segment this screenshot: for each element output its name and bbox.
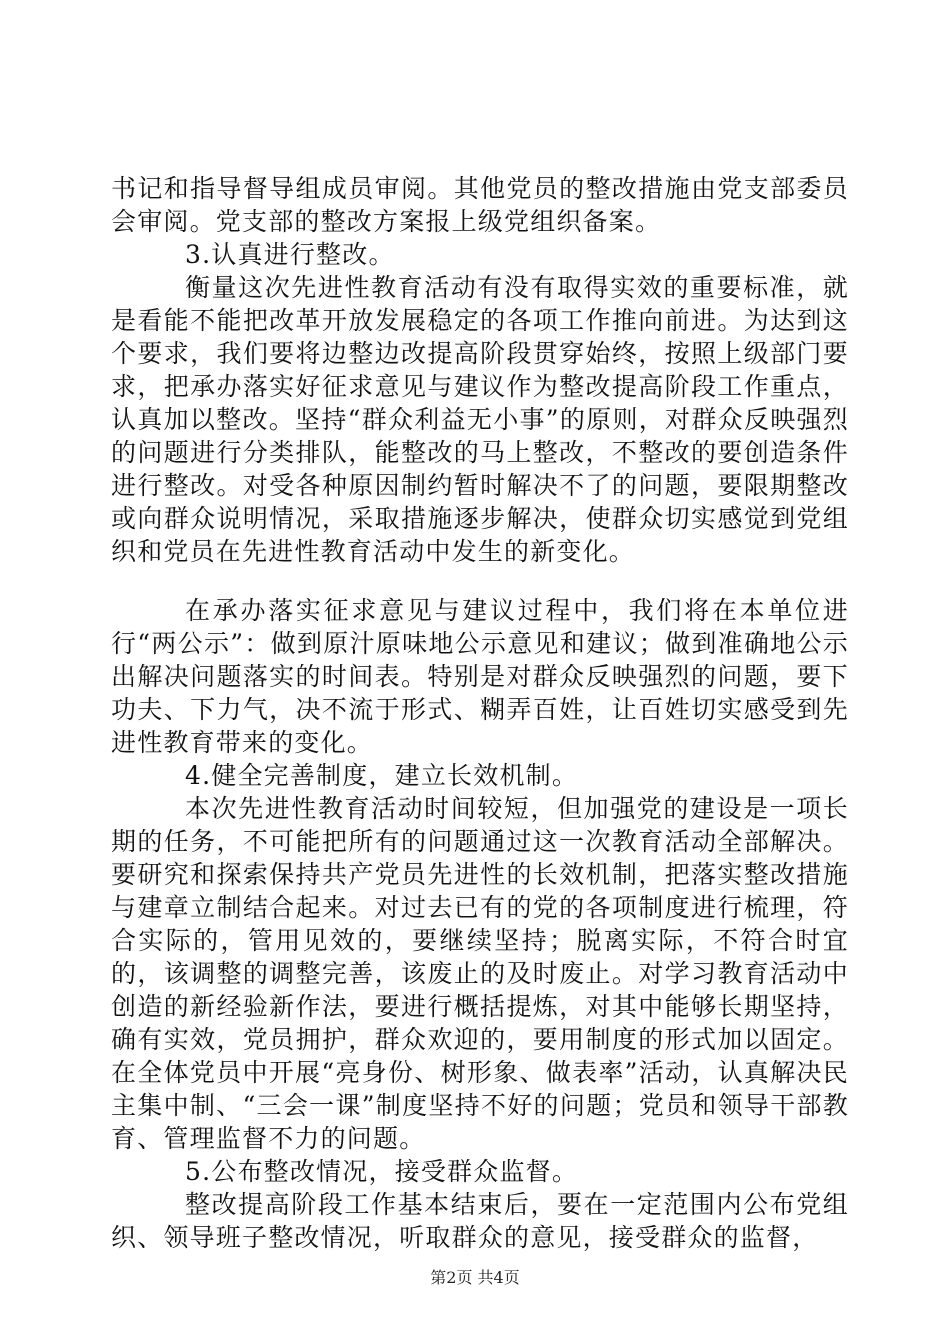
paragraph-5: 整改提高阶段工作基本结束后，要在一定范围内公布党组织、领导班子整改情况，听取群众的意见，接受群众的监督，	[111, 1190, 849, 1252]
section-heading-4: 4.健全完善制度，建立长效机制。	[185, 761, 579, 790]
section-heading-5: 5.公布整改情况，接受群众监督。	[185, 1157, 579, 1186]
paragraph-1: 书记和指导督导组成员审阅。其他党员的整改措施由党支部委员会审阅。党支部的整改方案报上级党组织备案。	[111, 174, 849, 236]
paragraph-gap	[111, 568, 849, 594]
paragraph-3: 在承办落实征求意见与建议过程中，我们将在本单位进行“两公示”：做到原汁原味地公示意见和建议；做到准确地公示出解决问题落实的时间表。特别是对群众反映强烈的问题，要下功夫、下力气，决不流于形式、糊弄百姓，让百姓切实感受到先进性教育带来的变化。	[111, 596, 849, 757]
page-footer: 第2页 共4页	[430, 1268, 520, 1287]
paragraph-4: 本次先进性教育活动时间较短，但加强党的建设是一项长期的任务，不可能把所有的问题通过这一次教育活动全部解决。要研究和探索保持共产党员先进性的长效机制，把落实整改措施与建章立制结合起来。对过去已有的党的各项制度进行梳理，符合实际的，管用见效的，要继续坚持；脱离实际，不符合时宜的，该调整的调整完善，该废止的及时废止。对学习教育活动中创造的新经验新作法，要进行概括提炼，对其中能够长期坚持，确有实效，党员拥护，群众欢迎的，要用制度的形式加以固定。在全体党员中开展“亮身份、树形象、做表率”活动，认真解决民主集中制、“三会一课”制度坚持不好的问题；党员和领导干部教育、管理监督不力的问题。	[111, 794, 849, 1153]
paragraph-2: 衡量这次先进性教育活动有没有取得实效的重要标准，就是看能不能把改革开放发展稳定的各项工作推向前进。为达到这个要求，我们要将边整边改提高阶段贯穿始终，按照上级部门要求，把承办落实好征求意见与建议作为整改提高阶段工作重点，认真加以整改。坚持“群众利益无小事”的原则，对群众反映强烈的问题进行分类排队，能整改的马上整改，不整改的要创造条件进行整改。对受各种原因制约暂时解决不了的问题，要限期整改或向群众说明情况，采取措施逐步解决，使群众切实感觉到党组织和党员在先进性教育活动中发生的新变化。	[111, 273, 849, 566]
section-heading-3: 3.认真进行整改。	[185, 240, 395, 269]
document-body	[111, 172, 849, 1254]
